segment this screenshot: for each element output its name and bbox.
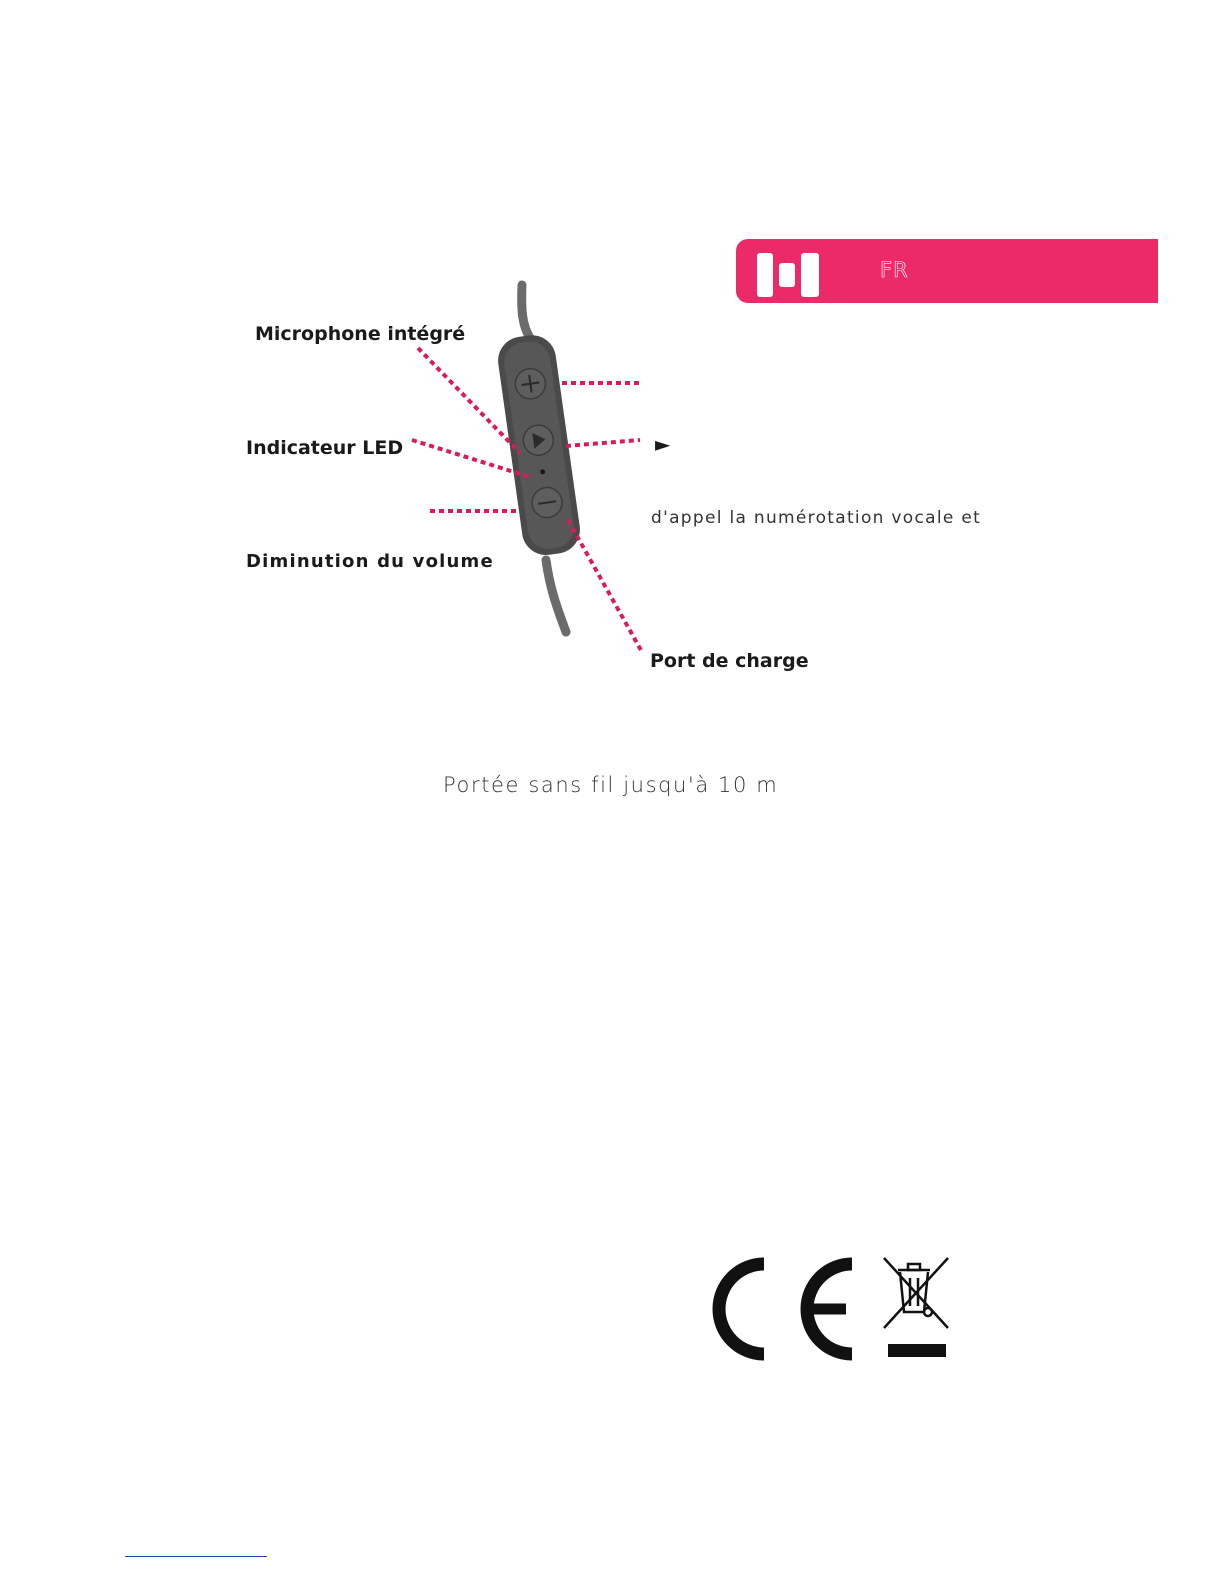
play-arrow-icon: ► — [655, 432, 671, 456]
function-description: d'appel la numérotation vocale et — [651, 508, 982, 528]
weee-bin-icon — [884, 1258, 948, 1328]
cable-top — [522, 285, 530, 338]
language-code: FR — [880, 258, 909, 282]
wireless-range-text: Portée sans fil jusqu'à 10 m — [443, 773, 779, 797]
ce-mark-icon — [719, 1264, 852, 1354]
remote-control-diagram — [0, 0, 1224, 760]
footnote-rule — [125, 1556, 267, 1557]
cable-bottom — [546, 560, 566, 632]
leader-play — [566, 440, 640, 446]
weee-bar-icon — [888, 1344, 946, 1357]
microphone-label: Microphone intégré — [255, 323, 466, 345]
certification-marks — [712, 1256, 956, 1362]
charging-port-label: Port de charge — [650, 650, 809, 672]
leader-charging-port — [568, 520, 642, 652]
led-indicator-label: Indicateur LED — [246, 437, 404, 459]
volume-down-label: Diminution du volume — [246, 551, 494, 572]
